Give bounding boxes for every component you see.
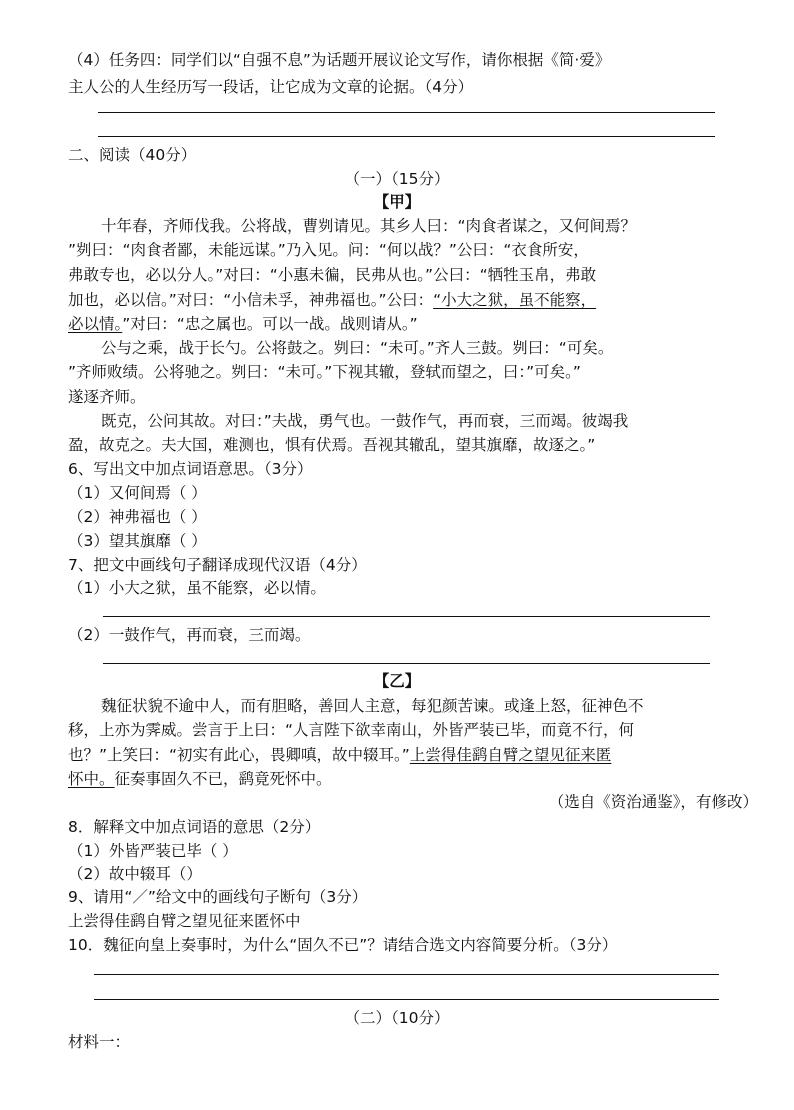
jia-line-9: 既克，公问其故。对曰：”夫战，勇气也。一鼓作气，再而衰，三而竭。彼竭我: [101, 412, 629, 430]
jia-line-4: [68, 290, 794, 310]
jia-line-10: 盈，故克之。夫大国，难测也，惧有伏焉。吾视其辙乱，望其旗靡，故逐之。”: [68, 436, 596, 454]
q9-stem: 9、请用“／”给文中的画线句子断句（3分）: [68, 888, 368, 906]
yi-line-3-text: 也？”上笑曰：“初实有此心，畏卿嗔，故中辍耳。”: [68, 746, 410, 764]
q6-item-1: （1）又何间焉（ ）: [68, 484, 207, 502]
q8-stem: 8．解释文中加点词语的意思（2分）: [68, 818, 321, 836]
q9-sentence: 上尝得佳鹞自臂之望见征来匿怀中: [68, 912, 301, 930]
jia-line-6: 公与之乘，战于长勺。公将鼓之。刿曰：“未可。”齐人三鼓。刿曰：“可矣。: [101, 339, 614, 357]
jia-line-3: 弗敢专也，必以分人。”对曰：“小惠未徧，民弗从也。”公曰：“牺牲玉帛，弗敢: [68, 266, 597, 284]
part-one-title: （一）（15分）: [344, 170, 450, 188]
part-two-title: （二）（10分）: [344, 1009, 450, 1027]
jia-line-8: 遂逐齐师。: [68, 388, 146, 406]
answer-line: [94, 974, 719, 975]
answer-line: [103, 616, 710, 617]
q8-item-1: （1）外皆严装已毕（ ）: [68, 842, 238, 860]
yi-line-4: [68, 769, 794, 789]
yi-line-3: [68, 745, 794, 765]
jia-line-5-text: ”对曰：“忠之属也。可以一战。战则请从。”: [122, 315, 418, 333]
jia-line-4-text: 加也，必以信。”对曰：“小信未孚，神弗福也。”公曰：: [68, 291, 434, 309]
q6-stem: 6、写出文中加点词语意思。（3分）: [68, 460, 313, 478]
yi-line-1: 魏征状貌不逾中人，而有胆略，善回人主意，每犯颜苦谏。或逢上怒，征神色不: [101, 697, 644, 715]
section-title: 二、阅读（40分）: [68, 146, 197, 164]
q8-item-2: （2）故中辍耳（）: [68, 865, 202, 883]
q7-item-1: （1）小大之狱，虽不能察，必以情。: [68, 579, 326, 597]
underlined-sentence: 上尝得佳鹞自臂之望见征来匿: [409, 746, 612, 764]
passage-source: （选自《资治通鉴》，有修改）: [548, 793, 758, 811]
q10-stem: 10．魏征向皇上奏事时，为什么“固久不已”？请结合选文内容简要分析。（3分）: [68, 936, 618, 954]
answer-line: [98, 112, 715, 113]
underlined-sentence-end: 必以情。: [68, 315, 123, 333]
task4-line-2: 主人公的人生经历写一段话，让它成为文章的论据。（4分）: [68, 78, 474, 96]
q6-item-2: （2）神弗福也（ ）: [68, 508, 207, 526]
underlined-sentence-end: 怀中。: [68, 770, 115, 788]
passage-yi-title: 【乙】: [373, 672, 421, 690]
jia-line-2: ”刿曰：“肉食者鄙，未能远谋。”乃入见。问：“何以战？”公曰：“衣食所安，: [68, 241, 589, 259]
material-label: 材料一：: [68, 1033, 131, 1051]
q7-item-2: （2）一鼓作气，再而衰，三而竭。: [68, 626, 311, 644]
jia-line-5: [68, 314, 794, 334]
underlined-sentence: “小大之狱，虽不能察，: [433, 291, 597, 309]
answer-line: [94, 999, 719, 1000]
q6-item-3: （3）望其旗靡（ ）: [68, 532, 207, 550]
jia-line-1: 十年春，齐师伐我。公将战，曹刿请见。其乡人曰：“肉食者谋之，又何间焉？: [101, 217, 637, 235]
passage-jia-title: 【甲】: [373, 193, 421, 211]
task4-line-1: （4）任务四：同学们以“自强不息”为话题开展议论文写作，请你根据《简·爱》: [68, 51, 611, 69]
q7-stem: 7、把文中画线句子翻译成现代汉语（4分）: [68, 556, 367, 574]
jia-line-7: ”齐师败绩。公将驰之。刿曰：“未可。”下视其辙，登轼而望之，曰：”可矣。”: [68, 363, 581, 381]
yi-line-2: 移，上亦为霁威。尝言于上曰：“人言陛下欲幸南山，外皆严装已毕，而竟不行，何: [68, 721, 635, 739]
yi-line-4-text: 征奏事固久不已，鹞竟死怀中。: [114, 770, 332, 788]
answer-line: [103, 663, 710, 664]
answer-line: [98, 136, 715, 137]
